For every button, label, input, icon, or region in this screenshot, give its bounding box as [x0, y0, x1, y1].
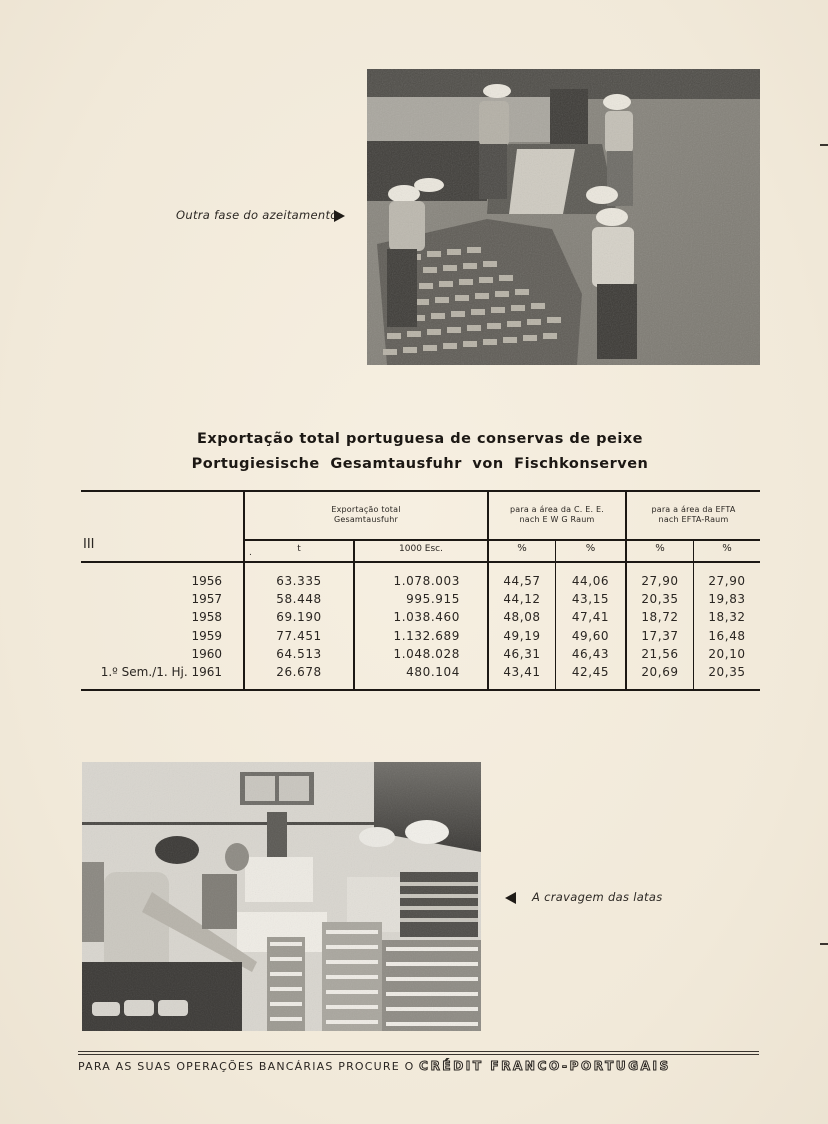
group-header-cee: [489, 505, 625, 525]
photo-oiling-cans-image: [367, 69, 760, 365]
unit-percent: %: [517, 543, 527, 554]
table-cell-t: 69.190: [276, 610, 322, 625]
row-label-year: 1.º Sem./1. Hj. 1961: [100, 665, 222, 679]
table-cell-esc: 1.078.003: [393, 574, 460, 588]
table-top-rule: [81, 490, 760, 492]
row-header-label: III: [83, 537, 95, 552]
table-cell-cee2: 42,45: [571, 665, 610, 679]
table-cell-efta1: 17,37: [641, 628, 679, 643]
table-cell-cee2: 47,41: [571, 610, 610, 625]
table-cell-t: 77.451: [276, 628, 322, 643]
table-cell-esc: 1.038.460: [393, 610, 460, 625]
row-label-year: 1957: [191, 592, 222, 607]
bottom-photo-caption: A cravagem das latas: [532, 890, 663, 904]
group-header-line2: nach E W G Raum: [519, 515, 595, 524]
row-label-year: 1959: [191, 628, 222, 643]
footer-text: PARA AS SUAS OPERAÇÕES BANCÁRIAS PROCURE O: [78, 1060, 415, 1073]
table-cell-esc: 480.104: [406, 665, 460, 679]
table-cell-cee1: 43,41: [503, 665, 541, 679]
table-cell-t: 63.335: [276, 574, 322, 588]
table-cell-efta2: 27,90: [708, 574, 746, 588]
table-cell-cee2: 46,43: [571, 646, 610, 661]
table-cell-cee1: 48,08: [503, 610, 541, 625]
table-cell-t: 58.448: [276, 592, 322, 607]
group-header-rule: [244, 539, 760, 541]
top-photo-caption: Outra fase do azeitamento: [176, 208, 338, 222]
caption-pointer-left-icon: [505, 892, 516, 904]
table-cell-cee1: 44,57: [503, 574, 541, 588]
table-cell-efta1: 21,56: [641, 646, 679, 661]
group-header-line1: Exportação total: [331, 505, 401, 514]
table-cell-cee1: 44,12: [503, 592, 541, 607]
table-cell-cee2: 49,60: [571, 628, 610, 643]
photo-can-seaming: [82, 762, 481, 1031]
table-cell-t: 26.678: [276, 665, 322, 679]
table-cell-efta2: 16,48: [708, 628, 746, 643]
group-header-efta: [627, 505, 760, 525]
table-cell-efta2: 20,35: [708, 665, 746, 679]
row-label-year: 1956: [191, 574, 222, 588]
unit-escudos: 1000 Esc.: [399, 544, 443, 554]
table-cell-cee2: 44,06: [571, 574, 610, 588]
table-cell-cee1: 46,31: [503, 646, 541, 661]
table-cell-t: 64.513: [276, 646, 322, 661]
photo-oiling-cans: [367, 69, 760, 365]
footer-brand: CRÉDIT FRANCO-PORTUGAIS: [419, 1059, 671, 1073]
table-cell-cee2: 43,15: [571, 592, 610, 607]
group-header-line2: Gesamtausfuhr: [333, 515, 399, 524]
group-header-line2: nach EFTA-Raum: [658, 515, 729, 524]
unit-mark: .: [249, 548, 252, 558]
export-table: [81, 490, 760, 692]
group-header-line1: para a área da C. E. E.: [509, 505, 605, 514]
table-cell-efta2: 20,10: [708, 646, 746, 661]
header-bottom-rule: [81, 561, 760, 563]
table-title-portuguese: Exportação total portuguesa de conservas de peixe: [196, 431, 644, 447]
page-edge-mark: [820, 943, 828, 945]
row-label-year: 1960: [191, 646, 222, 661]
footer-rule: [78, 1054, 759, 1055]
page-edge-mark: [820, 144, 828, 146]
photo-can-seaming-image: [82, 762, 481, 1031]
table-cell-efta1: 18,72: [641, 610, 679, 625]
row-label-year: 1958: [191, 610, 222, 625]
unit-tons: t: [297, 544, 301, 554]
table-cell-efta1: 20,35: [641, 592, 679, 607]
table-cell-efta2: 19,83: [708, 592, 746, 607]
unit-percent: %: [655, 543, 665, 554]
table-cell-efta1: 20,69: [641, 665, 679, 679]
table-cell-esc: 1.132.689: [393, 628, 460, 643]
group-header-total: [245, 505, 487, 525]
table-cell-cee1: 49,19: [503, 628, 541, 643]
unit-percent: %: [585, 543, 596, 554]
caption-pointer-right-icon: [334, 210, 345, 222]
table-cell-esc: 1.048.028: [393, 646, 460, 661]
footer-advertisement: [78, 1059, 759, 1073]
unit-percent: %: [722, 543, 732, 554]
group-header-line1: para a área da EFTA: [651, 505, 736, 514]
table-cell-efta2: 18,32: [708, 610, 746, 625]
table-bottom-rule: [81, 689, 760, 691]
footer-rule: [78, 1051, 759, 1052]
table-cell-efta1: 27,90: [641, 574, 679, 588]
table-title-german: Portugiesische Gesamtausfuhr von Fischkonserven: [191, 456, 649, 472]
table-cell-esc: 995.915: [406, 592, 460, 607]
